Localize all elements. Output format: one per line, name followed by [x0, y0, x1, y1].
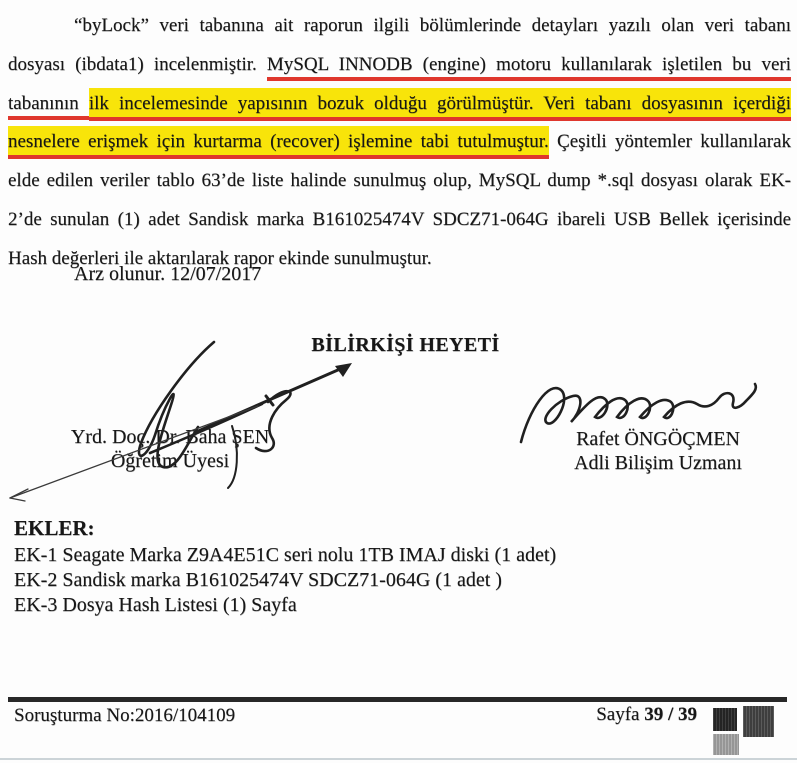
text-segment-red-underline: tabanının — [8, 93, 89, 120]
date-line: Arz olunur. 12/07/2017 — [74, 263, 262, 285]
report-paragraph — [8, 7, 791, 279]
signer-title: Öğretim Üyesi — [110, 450, 230, 472]
text-segment: Hash değerleri ile aktarılarak rapor ekinde sunulmuştur. — [8, 247, 432, 269]
text-segment-highlighted: ilk incelemesinde yapısının bozuk olduğu görülmüştür. Veri tabanı dosyasının içerdiği — [89, 88, 791, 121]
attachment-item: EK-2 Sandisk marka B161025474V SDCZ71-064G (1 adet ) — [14, 569, 502, 591]
text-segment: Çeşitli yöntemler kullanılarak — [548, 131, 791, 153]
scan-edge-artifact — [0, 758, 797, 760]
text-segment: dosyası (ibdata1) incelenmiştir. — [8, 53, 267, 75]
text-segment-red-underline: MySQL INNODB (engine) motoru kullanılarak işletilen bu veri — [267, 54, 791, 81]
page-number: 39 / 39 — [644, 704, 697, 725]
paragraph-line — [8, 46, 791, 85]
attachments-section — [14, 516, 556, 618]
page-indicator — [0, 704, 697, 726]
signer-block-right — [548, 427, 768, 475]
signer-title: Adli Bilişim Uzmanı — [574, 452, 742, 474]
attachment-item: EK-1 Seagate Marka Z9A4E51C seri nolu 1TB IMAJ diski (1 adet) — [14, 544, 557, 566]
case-number: Soruşturma No:2016/104109 — [14, 705, 236, 726]
attachments-heading: EKLER: — [14, 516, 95, 540]
scan-mark-square-1 — [713, 708, 737, 731]
text-segment-highlighted: nesnelere erişmek için kurtarma (recover) işlemine tabi tutulmuştur. — [8, 126, 549, 159]
paragraph-line — [8, 201, 791, 240]
paragraph-line — [8, 7, 791, 46]
committee-heading: BİLİRKİŞİ HEYETİ — [311, 334, 500, 356]
paragraph-line — [8, 123, 791, 162]
scan-mark-square-2 — [743, 706, 774, 737]
text-segment: elde edilen veriler tablo 63’de liste halinde sunulmuş olup, MySQL dump *.sql dosyası olarak EK- — [8, 170, 791, 192]
paragraph-line — [8, 85, 791, 124]
page-label: Sayfa — [596, 704, 645, 725]
footer-divider — [8, 697, 787, 702]
signer-block-left — [60, 425, 280, 473]
signer-name: Yrd. Doç. Dr. Baha ŞEN — [70, 426, 270, 448]
text-segment: 2’de sunulan (1) adet Sandisk marka B161025474V SDCZ71-064G ibareli USB Bellek içerisinde — [8, 208, 791, 230]
scan-mark-square-3 — [713, 734, 739, 755]
text-segment: “byLock” veri tabanına ait raporun ilgili bölümlerinde detayları yazılı olan veri tabanı — [74, 15, 791, 36]
attachment-item: EK-3 Dosya Hash Listesi (1) Sayfa — [14, 594, 297, 616]
signer-name: Rafet ÖNGÖÇMEN — [576, 428, 740, 450]
paragraph-line — [8, 162, 791, 201]
